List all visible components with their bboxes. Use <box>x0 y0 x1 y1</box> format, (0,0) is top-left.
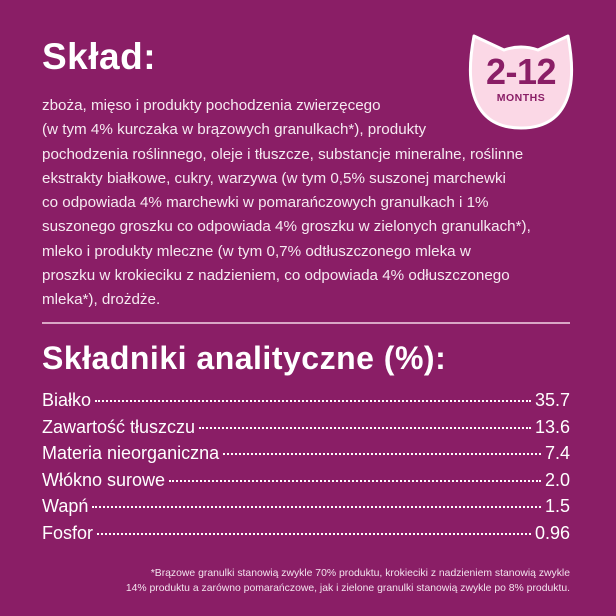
footnote-line: 14% produktu a zarówno pomarańczowe, jak i zielone granulki stanowią zwykle po 8% produktu. <box>125 582 570 594</box>
analytics-label: Białko <box>42 390 92 410</box>
divider <box>42 322 570 324</box>
age-range: 2-12 <box>485 51 557 92</box>
analytics-label: Włókno surowe <box>42 469 166 490</box>
analytics-row <box>42 523 570 550</box>
dot-leader <box>199 427 531 429</box>
composition-line: suszonego groszku co odpowiada 4% groszku w zielonych granulkach*), <box>42 218 531 236</box>
composition-line: mleka*), drożdże. <box>42 291 161 309</box>
dot-leader <box>95 400 531 402</box>
footnote-line: *Brązowe granulki stanowią zwykle 70% produktu, krokieciki z nadzieniem stanowią zwykle <box>150 568 570 579</box>
dot-leader <box>92 506 541 508</box>
composition-line: proszku w krokieciku z nadzieniem, co odpowiada 4% odłuszczonego <box>42 267 510 285</box>
analytics-list <box>42 390 570 550</box>
footnote <box>90 567 570 596</box>
composition-title: Skład: <box>42 36 157 77</box>
analytics-label: Materia nieorganiczna <box>42 443 220 464</box>
composition-line: zboża, mięso i produkty pochodzenia zwierzęcego <box>42 97 381 114</box>
dot-leader <box>97 533 531 535</box>
composition-line: pochodzenia roślinnego, oleje i tłuszcze, substancje mineralne, roślinne <box>42 145 524 163</box>
analytics-label: Zawartość tłuszczu <box>42 416 196 437</box>
dot-leader <box>169 480 541 482</box>
analytics-value: 7.4 <box>544 443 570 464</box>
analytics-value: 35.7 <box>534 390 570 410</box>
composition-line: co odpowiada 4% marchewki w pomarańczowych granulkach i 1% <box>42 194 489 212</box>
analytics-row <box>42 496 570 523</box>
analytics-label: Fosfor <box>42 522 94 543</box>
age-unit: MONTHS <box>496 92 546 104</box>
analytics-value: 1.5 <box>544 496 570 517</box>
analytics-row <box>42 443 570 470</box>
analytics-label: Wapń <box>42 496 89 517</box>
analytics-value: 2.0 <box>544 469 570 490</box>
composition-line: (w tym 4% kurczaka w brązowych granulkach*), produkty <box>42 121 427 139</box>
analytics-title: Składniki analityczne (%): <box>42 340 447 376</box>
analytics-row <box>42 470 570 497</box>
dot-leader <box>223 453 541 455</box>
composition-line: mleko i produkty mleczne (w tym 0,7% odtłuszczonego mleka w <box>42 242 471 260</box>
analytics-row <box>42 390 570 417</box>
composition-line: ekstrakty białkowe, cukry, warzywa (w tym 0,5% suszonej marchewki <box>42 169 506 187</box>
analytics-value: 13.6 <box>534 416 570 437</box>
analytics-value: 0.96 <box>534 522 570 543</box>
age-badge <box>466 28 576 132</box>
analytics-row <box>42 417 570 444</box>
